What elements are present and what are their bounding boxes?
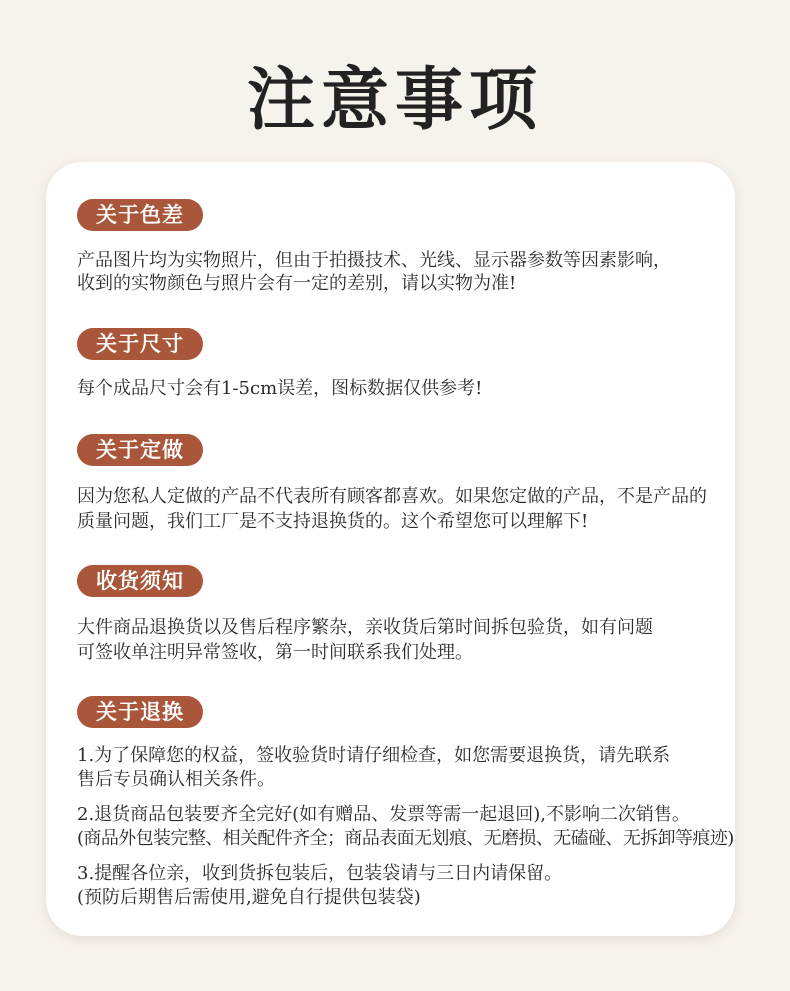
- section-heading-receiving: 收货须知: [77, 565, 203, 597]
- section-heading-size: 关于尺寸: [77, 328, 203, 360]
- section-text: (预防后期售后需使用,避免自行提供包装袋): [77, 887, 421, 908]
- section-text: 产品图片均为实物照片，但由于拍摄技术、光线、显示器参数等因素影响，: [77, 250, 671, 271]
- section-text: 收到的实物颜色与照片会有一定的差别，请以实物为准!: [77, 273, 517, 294]
- section-text: 售后专员确认相关条件。: [77, 769, 275, 790]
- notice-card: [46, 162, 735, 936]
- section-heading-color: 关于色差: [77, 199, 203, 231]
- section-text: 质量问题，我们工厂是不支持退换货的。这个希望您可以理解下!: [77, 511, 589, 532]
- section-text: 3.提醒各位亲，收到货拆包装后，包装袋请与三日内请保留。: [77, 863, 563, 884]
- section-heading-custom: 关于定做: [77, 434, 203, 466]
- section-text: 大件商品退换货以及售后程序繁杂，亲收货后第时间拆包验货，如有问题: [77, 617, 653, 638]
- section-text: 每个成品尺寸会有1-5cm误差，图标数据仅供参考!: [77, 378, 483, 399]
- section-text: 2.退货商品包装要齐全完好(如有赠品、发票等需一起退回),不影响二次销售。: [77, 804, 690, 825]
- section-text: (商品外包装完整、相关配件齐全；商品表面无划痕、无磨损、无磕碰、无拆卸等痕迹): [77, 828, 734, 849]
- section-heading-returns: 关于退换: [77, 696, 203, 728]
- section-text: 1.为了保障您的权益，签收验货时请仔细检查，如您需要退换货，请先联系: [77, 745, 671, 766]
- section-text: 可签收单注明异常签收，第一时间联系我们处理。: [77, 642, 473, 663]
- section-text: 因为您私人定做的产品不代表所有顾客都喜欢。如果您定做的产品，不是产品的: [77, 486, 707, 507]
- page-title: 注意事项: [246, 60, 543, 140]
